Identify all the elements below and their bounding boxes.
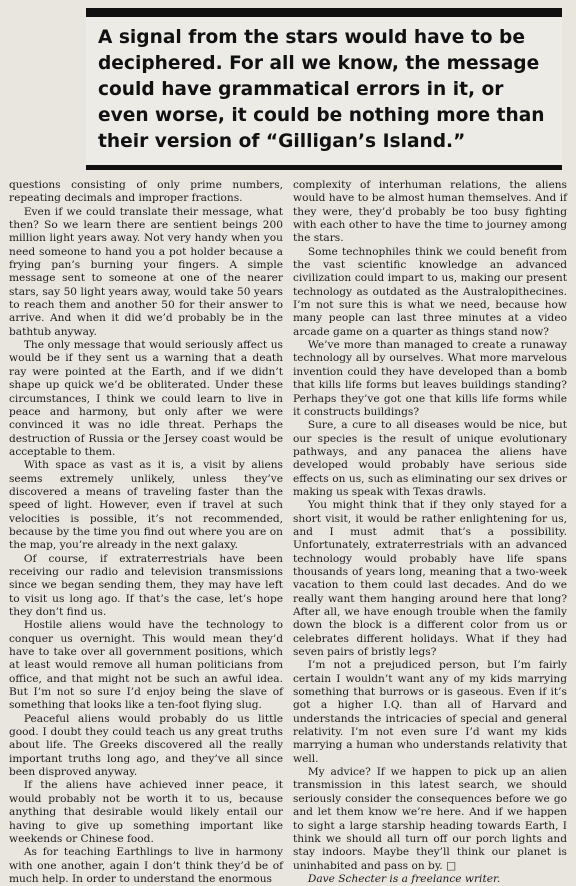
paragraph: Sure, a cure to all diseases would be nice, but our species is the result of unique evolutionary pathways, and any panacea the aliens have developed would probably have serious side effects on us, such as eliminating our sex drives or making us speak with Texas drawls. xyxy=(293,419,567,498)
paragraph: Even if we could translate their message, what then? So we learn there are sentient beings 200 million light years away. Not very handy when you need someone to hand you a pot holder because a frying pan’s burning your fingers. A simple message sent to someone at one of the nearer stars, say 50 light years away, would take 50 years to reach them and another 50 for their answer to arrive. And when it did we’d probably be in the bathtub anyway. xyxy=(9,205,283,338)
paragraph: I’m not a prejudiced person, but I’m fairly certain I wouldn’t want any of my kids marrying something that burrows or is gaseous. Even if it’s got a higher I.Q. than all of Harvard and understands the intricacies of special and general relativity. I’m not even sure I’d want my kids marrying a human who understands relativity that well. xyxy=(293,659,567,765)
author-byline: Dave Schecter is a freelance writer. xyxy=(307,872,501,885)
paragraph: The only message that would seriously affect us would be if they sent us a warning that a death ray were pointed at the Earth, and if we didn’t shape up quick we’d be obliterated. Under these circumstances, I think we could learn to live in peace and harmony, but only after we were convinced it was no idle threat. Perhaps the destruction of Russia or the Jersey coast would be acceptable to them. xyxy=(9,339,283,458)
right-column xyxy=(293,179,567,885)
paragraph: With space as vast as it is, a visit by aliens seems extremely unlikely, unless they’ve discovered a means of traveling faster than the speed of light. However, even if travel at such velocities is possible, it’s not recommended, because by the time you find out where you are on the map, you’re already in the next galaxy. xyxy=(9,459,283,552)
paragraph: questions consisting of only prime numbers, repeating decimals and improper fractions. xyxy=(9,179,283,205)
left-column xyxy=(9,179,283,885)
paragraph: Of course, if extraterrestrials have been receiving our radio and television transmissions since we began sending them, they may have left to visit us long ago. If that’s the case, let’s hope they don’t find us. xyxy=(9,552,283,618)
paragraph: Hostile aliens would have the technology to conquer us overnight. This would mean they’d have to take over all government positions, which at least would remove all human politicians from office, and that might not be such an awful idea. But I’m not so sure I’d enjoy being the slave of something that looks like a ten-foot flying slug. xyxy=(9,619,283,712)
paragraph: Some technophiles think we could benefit from the vast scientific knowledge an advanced civilization could impart to us, making our present technology as outdated as the Australopithecines. I’m not sure this is what we need, because how many people can last three minutes at a video arcade game on a quarter as things stand now? xyxy=(293,245,567,338)
article-body xyxy=(9,179,567,885)
paragraph: If the aliens have achieved inner peace, it would probably not be worth it to us, because anything that desirable would likely entail our having to give up something important like weekends or Chinese food. xyxy=(9,779,283,845)
paragraph: You might think that if they only stayed for a short visit, it would be rather enlightening for us, and I must admit that’s a possibility. Unfortunately, extraterrestrials with an advanced technology would probably have life spans thousands of years long, meaning that a two-week vacation to them could last decades. And do we really want them hanging around here that long? After all, we have enough trouble when the family down the block is a different color from us or celebrates different holidays. What if they had seven pairs of bristly legs? xyxy=(293,499,567,659)
paragraph: We’ve more than managed to create a runaway technology all by ourselves. What more marvelous invention could they have developed than a bomb that kills life forms but leaves buildings standing? Perhaps they’ve got one that kills life forms while it constructs buildings? xyxy=(293,339,567,418)
paragraph: As for teaching Earthlings to live in harmony with one another, again I don’t think they’d be of much help. In order to understand the enormous xyxy=(9,846,283,885)
pull-quote: A signal from the stars would have to be deciphered. For all we know, the message could have grammatical errors in it, or even worse, it could be nothing more than their version of “Gilligan’s Island.” xyxy=(86,8,562,170)
paragraph: Peaceful aliens would probably do us little good. I doubt they could teach us any great truths about life. The Greeks discovered all the really important truths long ago, and they’ve all since been disproved anyway. xyxy=(9,712,283,779)
paragraph: My advice? If we happen to pick up an alien transmission in this latest search, we should seriously consider the consequences before we go and let them know we’re here. And if we happen to sight a large starship heading towards Earth, I think we should all turn off our porch lights and stay indoors. Maybe they’ll think our planet is uninhabited and pass on by. □ xyxy=(293,766,567,872)
paragraph: complexity of interhuman relations, the aliens would have to be almost human themselves. And if they were, they’d probably be too busy fighting with each other to have the time to journey among the stars. xyxy=(293,179,567,245)
